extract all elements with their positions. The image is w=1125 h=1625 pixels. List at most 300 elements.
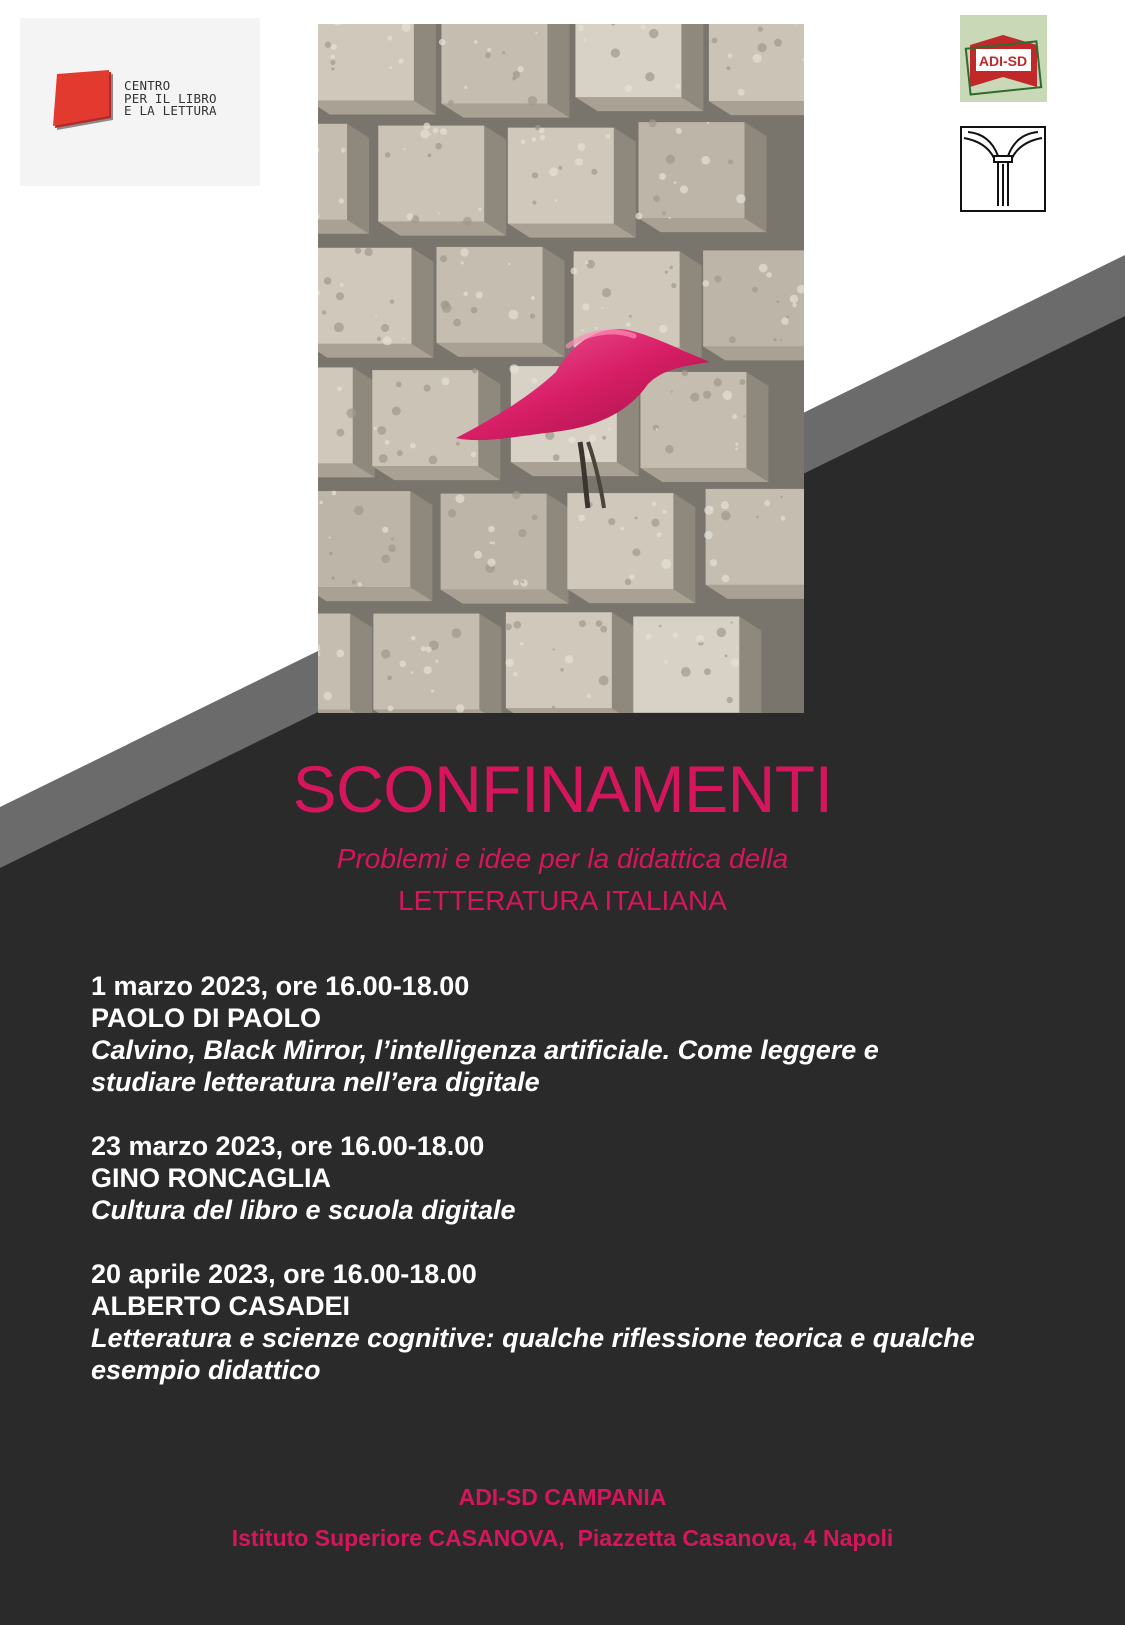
stone-block-side [542,247,564,357]
stone-block-bottom [441,104,569,118]
stone-pore [758,43,767,52]
stone-block-side [744,122,766,232]
stone-pore [625,84,632,91]
stone-block-bottom [638,218,766,232]
stone-block-side [746,372,768,482]
stone-pore [723,391,733,401]
stone-pore [464,86,467,89]
stone-pore [740,379,746,385]
stone-pore [471,307,478,314]
stone-pore [424,666,432,674]
stone-block-face [436,247,542,343]
stone-pore [385,440,390,445]
stone-pore [402,338,404,340]
stone-pore [337,429,345,437]
stone-pore [581,329,584,332]
stone-pore [589,435,597,443]
stone-pore [728,159,733,164]
stone-pore [732,414,737,419]
stone-pore [508,263,511,266]
stone-pore [728,53,733,58]
stone-pore [429,134,431,136]
stone-pore [391,538,394,541]
stone-pore [517,66,523,72]
stone-pore [423,122,430,129]
logo-line: PER IL LIBRO [124,90,217,106]
stone-pore [329,552,333,556]
stone-pore [383,336,392,345]
stone-pore [425,646,431,652]
stone-pore [731,658,739,666]
stone-pore [596,620,603,627]
stone-pore [518,529,526,537]
stone-block-face [378,126,484,222]
event-speaker: GINO RONCAGLIA [91,1163,331,1193]
stone-pore [721,501,729,509]
stone-pore [535,32,537,34]
stone-pore [387,675,392,680]
stone-block-bottom [378,222,506,236]
stone-pore [707,122,709,124]
stone-pore [702,280,709,287]
stone-block-face [640,372,746,468]
logo-line: CENTRO [124,78,171,93]
stone-pore [463,291,468,296]
stone-pore [659,325,667,333]
stone-pore [555,199,558,202]
stone-pore [381,554,390,563]
stone-pore [512,491,520,499]
stone-pore [455,494,464,503]
stone-pore [608,518,615,525]
stone-pore [381,649,390,658]
stone-pore [781,516,786,521]
venue-address: Istituto Superiore CASANOVA, Piazzetta Casanova, 4 Napoli [231,1525,894,1551]
stone-pore [488,526,495,533]
stone-pore [439,39,446,46]
stone-block-side [547,494,569,604]
stone-pore [759,264,768,273]
stone-pore [382,527,388,533]
stone-pore [676,128,682,134]
stone-pore [448,100,454,106]
stone-pore [649,119,657,127]
stone-pore [661,559,671,569]
stone-pore [460,248,468,256]
stone-pore [701,156,710,165]
stone-pore [790,295,798,303]
stone-pore [577,143,585,151]
stone-pore [601,307,603,309]
stone-pore [540,135,545,140]
event-topic: Letteratura e scienze cognitive: qualche riflessione teorica e qualche esempio didattico [91,1323,975,1385]
stone-block-side [350,613,372,713]
stone-pore [726,66,730,70]
stone-pore [429,455,438,464]
stone-pore [578,25,584,31]
stone-pore [322,310,326,314]
stone-pore [681,370,688,377]
stone-pore [665,271,668,274]
stone-pore [730,621,732,623]
stone-pore [513,621,521,629]
stone-pore [599,676,609,686]
stone-pore [520,642,524,646]
stone-pore [490,541,493,544]
stone-pore [629,315,632,318]
stone-block-face [318,248,412,344]
stone-block-bottom [436,343,564,357]
stone-pore [669,217,671,219]
event-speaker: PAOLO DI PAOLO [91,1003,322,1033]
stone-pore [626,322,631,327]
stone-pore [374,427,377,430]
stone-pore [579,620,586,627]
stone-pore [758,27,763,32]
stone-pore [364,248,372,256]
stone-pore [336,650,344,658]
stone-block-side [410,491,432,601]
stone-pore [407,213,414,220]
stone-pore [442,303,452,313]
stone-block-side [414,24,436,114]
event-date: 1 marzo 2023, ore 16.00-18.00 [91,971,470,1001]
stone-pore [453,319,461,327]
stone-pore [722,575,730,583]
stone-block-bottom [575,97,703,111]
stone-pore [780,339,782,341]
stone-block-side [479,614,501,713]
stone-block-side [681,24,703,111]
stone-pore [582,303,589,310]
stone-pore [456,442,460,446]
stone-pore [377,337,381,341]
stone-pore [471,452,476,457]
stone-pore [696,635,704,643]
stone-pore [505,623,512,630]
column-vault-logo[interactable] [960,126,1046,212]
stone-pore [472,368,477,373]
stone-pore [528,96,537,105]
stone-pore [669,266,672,269]
events-list [91,970,1081,1418]
stone-pore [390,300,394,304]
stone-pore [704,531,713,540]
stone-pore [629,574,634,579]
event-subtitle-topic: LETTERATURA ITALIANA [398,885,727,916]
stone-pore [657,532,662,537]
stone-pore [442,377,450,385]
stone-pore [671,391,673,393]
stone-pore [539,127,545,133]
stone-pore [532,137,537,142]
stone-pore [662,510,666,514]
stone-pore [671,283,676,288]
stone-pore [522,581,525,584]
stone-pore [530,314,535,319]
stone-pore [704,506,713,515]
stone-pore [509,364,518,373]
stone-pore [659,173,666,180]
stone-pore [396,381,402,387]
cover-photo [318,24,804,713]
stone-pore [389,66,392,69]
stone-pore [714,378,722,386]
stone-pore [478,208,481,211]
stone-block-side [673,493,695,603]
stone-pore [435,143,442,150]
stone-pore [632,548,640,556]
stone-pore [398,58,403,63]
stone-pore [492,542,495,545]
stone-pore [560,668,564,672]
stone-pore [410,671,413,674]
stone-pore [331,576,335,580]
stone-pore [703,391,711,399]
stone-pore [753,54,762,63]
stone-pore [336,292,344,300]
stone-pore [331,67,334,70]
stone-pore [461,261,464,264]
stone-pore [424,384,431,391]
stone-block-bottom [508,224,636,238]
stone-pore [773,338,776,341]
red-book-icon [53,68,117,138]
stone-pore [456,704,464,712]
stone-pore [451,628,461,638]
stone-pore [352,580,357,585]
stone-pore [532,201,536,205]
stone-block-face [372,370,478,466]
stone-pore [532,515,538,521]
stone-pore [553,648,555,650]
stone-block-face [373,614,479,710]
stone-pore [611,48,620,57]
stone-pore [635,517,638,520]
stone-pore [354,506,363,515]
stone-block-side [347,124,369,234]
event-subtitle: Problemi e idee per la didattica della [336,843,789,874]
stone-block-side [614,128,636,238]
stone-block-face [318,613,350,709]
stone-pore [690,393,699,402]
stone-pore [675,84,680,89]
stone-pore [565,655,573,663]
stone-pore [655,428,658,431]
event-topic: Cultura del libro e scuola digitale [91,1195,516,1225]
stone-pore [324,692,332,700]
stone-pore [513,71,520,78]
stone-pore [602,436,606,440]
adi-sd-logo[interactable] [960,15,1047,102]
event-item [91,1130,1081,1226]
stone-block-face [638,122,744,218]
stone-pore [448,509,456,517]
event-speaker: ALBERTO CASADEI [91,1291,351,1321]
stone-pore [403,148,405,150]
stone-pore [431,689,434,692]
stone-pore [411,636,416,641]
organizer-name: ADI-SD CAMPANIA [458,1484,667,1510]
stone-pore [729,336,736,343]
event-topic: Calvino, Black Mirror, l’intelligenza artificiale. Come leggere e studiare letteratura nell’era digitale [91,1035,879,1097]
stone-pore [474,551,482,559]
stone-pore [532,172,538,178]
stone-pore [387,36,392,41]
stone-block-bottom [511,462,639,476]
stone-pore [410,443,416,449]
stone-pore [583,38,586,41]
stone-pore [570,267,577,274]
stone-pore [714,275,721,282]
stone-pore [735,448,738,451]
stone-pore [387,705,393,711]
stone-pore [704,668,711,675]
stone-pore [513,672,518,677]
event-date: 20 aprile 2023, ore 16.00-18.00 [91,1259,477,1289]
stone-pore [331,44,337,50]
stone-block-side [680,251,702,361]
stone-pore [674,181,677,184]
stone-pore [381,324,389,332]
stone-pore [605,134,610,139]
stone-pore [673,632,678,637]
stone-pore [646,634,652,640]
stone-block-bottom [441,590,569,604]
stone-pore [726,697,732,703]
stone-pore [325,42,331,48]
stone-pore [664,660,668,664]
stone-pore [645,72,654,81]
stone-pore [549,167,558,176]
stone-pore [319,501,323,505]
stone-pore [552,706,555,709]
stone-pore [397,450,403,456]
centro-libro-logo[interactable] [20,18,260,186]
stone-pore [735,443,738,446]
stone-pore [485,52,491,58]
stone-pore [569,437,576,444]
stone-pore [438,212,440,214]
stone-pore [421,646,426,651]
stone-pore [508,310,518,320]
stone-pore [721,511,730,520]
stone-pore [559,166,563,170]
stone-block-face [567,493,673,589]
stone-pore [330,60,335,65]
stone-pore [329,536,331,538]
stone-block-side [739,616,761,713]
stone-pore [587,694,591,698]
stone-pore [341,148,346,153]
stone-pore [433,128,439,134]
stone-pore [379,454,388,463]
stone-pore [427,153,431,157]
stone-pore [399,660,406,667]
stone-pore [774,39,782,47]
stone-pore [649,29,658,38]
stone-pore [792,303,796,307]
stone-pore [764,500,770,506]
stone-block-side [547,24,569,118]
stone-pore [712,38,718,44]
stone-pore [665,445,673,453]
stone-pore [591,169,597,175]
stone-pore [575,158,583,166]
stone-pore [602,288,611,297]
stone-pore [717,628,726,637]
stone-pore [635,213,642,220]
stone-pore [440,128,447,135]
stone-pore [420,129,429,138]
stone-block-face [706,489,804,585]
stone-pore [666,155,675,164]
stone-pore [358,582,362,586]
stone-block-face [441,24,547,104]
stone-pore [651,519,659,527]
stone-pore [659,625,661,627]
stone-pore [752,287,758,293]
stone-pore [375,314,377,316]
stone-pore [743,415,745,417]
stone-block-side [353,367,375,477]
event-item [91,1258,1081,1386]
stone-pore [355,247,362,254]
stone-block-bottom [640,468,768,482]
stone-pore [474,40,478,44]
stone-pore [463,217,472,226]
stone-pore [502,51,505,54]
stone-pore [641,24,646,29]
stone-pore [505,658,513,666]
stone-pore [781,317,789,325]
stone-pore [339,198,344,203]
stone-pore [595,327,598,330]
stone-pore [780,496,782,498]
adi-sd-label: ADI-SD [978,53,1028,69]
event-date: 23 marzo 2023, ore 16.00-18.00 [91,1131,485,1161]
stone-pore [487,48,491,52]
stone-pore [435,660,438,663]
stone-pore [710,559,717,566]
stone-pore [736,194,745,203]
stone-block-side [412,248,434,358]
stone-block-face [506,612,612,708]
stone-pore [340,283,344,287]
stone-pore [520,579,527,586]
stone-pore [600,626,607,633]
stone-pore [625,579,631,585]
stone-pore [735,647,737,649]
stone-pore [662,211,666,215]
logo-line: E LA LETTURA [124,103,217,118]
stone-pore [608,428,611,431]
stone-pore [347,408,357,418]
event-item [91,970,1081,1098]
stone-pore [330,55,335,60]
stone-pore [513,580,519,586]
stone-pore [724,654,727,657]
stone-pore [681,667,691,677]
stone-pore [652,502,656,506]
stone-pore [620,527,624,531]
stone-pore [337,386,342,391]
stone-block-bottom [567,589,695,603]
stone-block-bottom [372,466,500,480]
stone-block-side [484,126,506,236]
event-title: SCONFINAMENTI [292,752,833,826]
stone-pore [324,277,332,285]
